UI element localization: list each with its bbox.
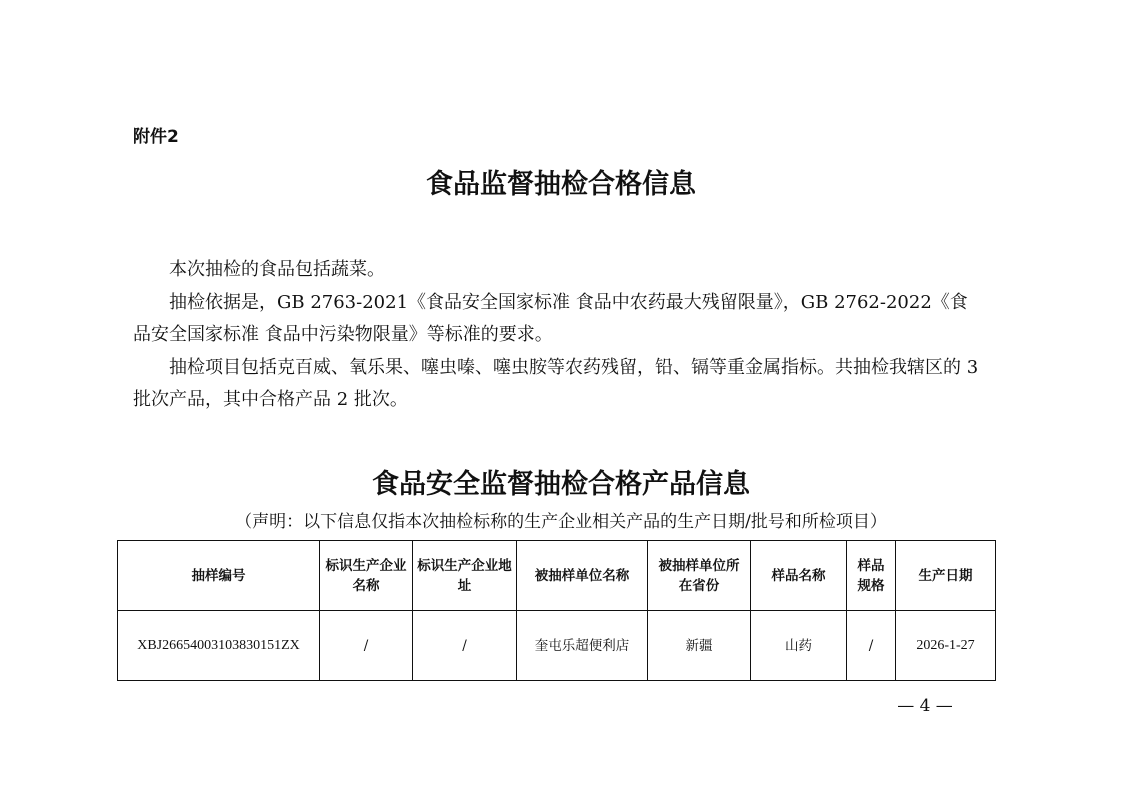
header-manufacturer-address: 标识生产企业地址 xyxy=(413,541,517,611)
header-production-date: 生产日期 xyxy=(896,541,996,611)
cell-sample-name: 山药 xyxy=(751,611,847,681)
cell-specification: / xyxy=(847,611,896,681)
header-manufacturer-name: 标识生产企业名称 xyxy=(320,541,413,611)
page-number: — 4 — xyxy=(897,696,953,716)
paragraph-basis: 抽检依据是，GB 2763-2021《食品安全国家标准 食品中农药最大残留限量》，GB 2762-2022《食品安全国家标准 食品中污染物限量》等标准的要求。 xyxy=(133,291,968,345)
table-statement: （声明：以下信息仅指本次抽检标称的生产企业相关产品的生产日期/批号和所检项目） xyxy=(235,512,887,532)
product-table xyxy=(117,540,996,681)
page-title: 食品监督抽检合格信息 xyxy=(426,169,696,200)
table-title: 食品安全监督抽检合格产品信息 xyxy=(372,469,750,500)
cell-sampled-unit: 奎屯乐超便利店 xyxy=(517,611,648,681)
paragraph-scope: 本次抽检的食品包括蔬菜。 xyxy=(169,259,385,280)
attachment-label: 附件2 xyxy=(133,127,179,147)
cell-sample-no: XBJ26654003103830151ZX xyxy=(118,611,320,681)
cell-province: 新疆 xyxy=(648,611,751,681)
paragraph-items: 抽检项目包括克百威、氧乐果、噻虫嗪、噻虫胺等农药残留，铅、镉等重金属指标。共抽检我辖区的 3 批次产品，其中合格产品 2 批次。 xyxy=(133,356,979,410)
table-row xyxy=(118,611,996,681)
header-sample-name: 样品名称 xyxy=(751,541,847,611)
cell-production-date: 2026-1-27 xyxy=(896,611,996,681)
cell-manufacturer-name: / xyxy=(320,611,413,681)
body-text xyxy=(133,254,981,417)
header-province: 被抽样单位所在省份 xyxy=(648,541,751,611)
header-sample-no: 抽样编号 xyxy=(118,541,320,611)
table-header-row xyxy=(118,541,996,611)
header-sampled-unit: 被抽样单位名称 xyxy=(517,541,648,611)
header-specification: 样品规格 xyxy=(847,541,896,611)
cell-manufacturer-address: / xyxy=(413,611,517,681)
